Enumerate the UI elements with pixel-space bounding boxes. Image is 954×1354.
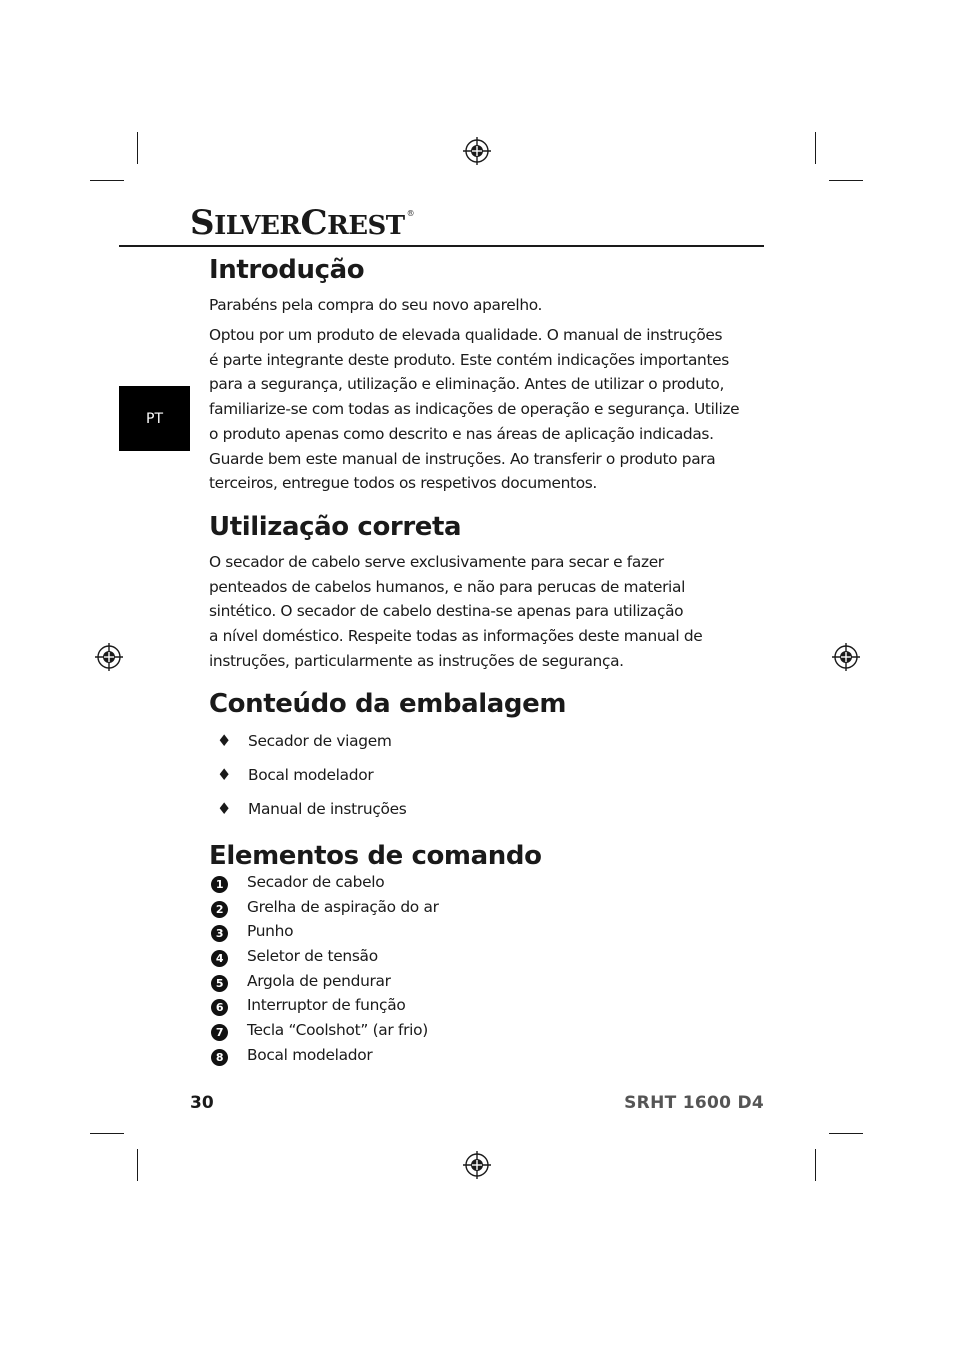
registration-mark-icon: [832, 643, 860, 671]
text-line: para a segurança, utilização e eliminação. Antes de utilizar o produto,: [209, 375, 725, 394]
crop-mark: [829, 1133, 863, 1134]
crop-mark: [90, 180, 124, 181]
list-item: ♦ Secador de viagem: [217, 731, 392, 750]
intro-line: Parabéns pela compra do seu novo aparelho.: [209, 296, 543, 314]
text-line: instruções, particularmente as instruções de segurança.: [209, 651, 624, 670]
list-item: 1 Secador de cabelo: [209, 873, 709, 898]
page-number: 30: [190, 1093, 214, 1113]
text-line: terceiros, entregue todos os respetivos documentos.: [209, 474, 597, 493]
introducao-paragraph: [209, 323, 749, 496]
list-item: 3 Punho: [209, 922, 709, 947]
crop-mark: [829, 180, 863, 181]
registration-mark-icon: [463, 1151, 491, 1179]
text-line: é parte integrante deste produto. Este contém indicações importantes: [209, 350, 729, 369]
text-line: penteados de cabelos humanos, e não para perucas de material: [209, 577, 685, 596]
list-item: 6 Interruptor de função: [209, 996, 709, 1021]
registration-mark-icon: [463, 137, 491, 165]
text-line: a nível doméstico. Respeite todas as informações deste manual de: [209, 627, 703, 646]
text-line: sintético. O secador de cabelo destina-se apenas para utilização: [209, 602, 684, 621]
crop-mark: [815, 1149, 816, 1181]
list-item: ♦ Bocal modelador: [217, 765, 374, 784]
text-line: Guarde bem este manual de instruções. Ao transferir o produto para: [209, 449, 716, 468]
number-badge-icon: 7: [211, 1024, 228, 1041]
crop-mark: [137, 132, 138, 164]
number-badge-icon: 1: [211, 876, 228, 893]
number-badge-icon: 2: [211, 901, 228, 918]
language-tab: PT: [119, 386, 190, 451]
number-badge-icon: 5: [211, 975, 228, 992]
crop-mark: [137, 1149, 138, 1181]
list-item: 5 Argola de pendurar: [209, 972, 709, 997]
list-item: 8 Bocal modelador: [209, 1046, 709, 1071]
section-title-utilizacao: Utilização correta: [209, 512, 462, 542]
number-badge-icon: 8: [211, 1049, 228, 1066]
text-line: o produto apenas como descrito e nas áreas de aplicação indicadas.: [209, 424, 714, 443]
list-item: 2 Grelha de aspiração do ar: [209, 898, 709, 923]
crop-mark: [815, 132, 816, 164]
list-item: ♦ Manual de instruções: [217, 799, 407, 818]
list-item: 7 Tecla “Coolshot” (ar frio): [209, 1021, 709, 1046]
registration-mark-icon: [95, 643, 123, 671]
text-line: Optou por um produto de elevada qualidade. O manual de instruções: [209, 326, 723, 344]
number-badge-icon: 6: [211, 999, 228, 1016]
model-number: SRHT 1600 D4: [624, 1093, 764, 1113]
brand-logo: SILVERCREST ®: [190, 203, 415, 243]
section-title-introducao: Introdução: [209, 255, 365, 285]
section-title-elementos: Elementos de comando: [209, 841, 542, 871]
diamond-bullet-icon: ♦: [217, 799, 232, 818]
diamond-bullet-icon: ♦: [217, 731, 232, 750]
package-contents-list: [209, 731, 709, 833]
text-line: familiarize-se com todas as indicações de operação e segurança. Utilize: [209, 400, 740, 419]
number-badge-icon: 4: [211, 950, 228, 967]
number-badge-icon: 3: [211, 925, 228, 942]
header-rule: [119, 245, 764, 247]
section-title-conteudo: Conteúdo da embalagem: [209, 689, 567, 719]
text-line: O secador de cabelo serve exclusivamente para secar e fazer: [209, 553, 664, 571]
list-item: 4 Seletor de tensão: [209, 947, 709, 972]
crop-mark: [90, 1133, 124, 1134]
control-elements-list: [209, 873, 709, 1071]
utilizacao-paragraph: [209, 550, 749, 674]
diamond-bullet-icon: ♦: [217, 765, 232, 784]
